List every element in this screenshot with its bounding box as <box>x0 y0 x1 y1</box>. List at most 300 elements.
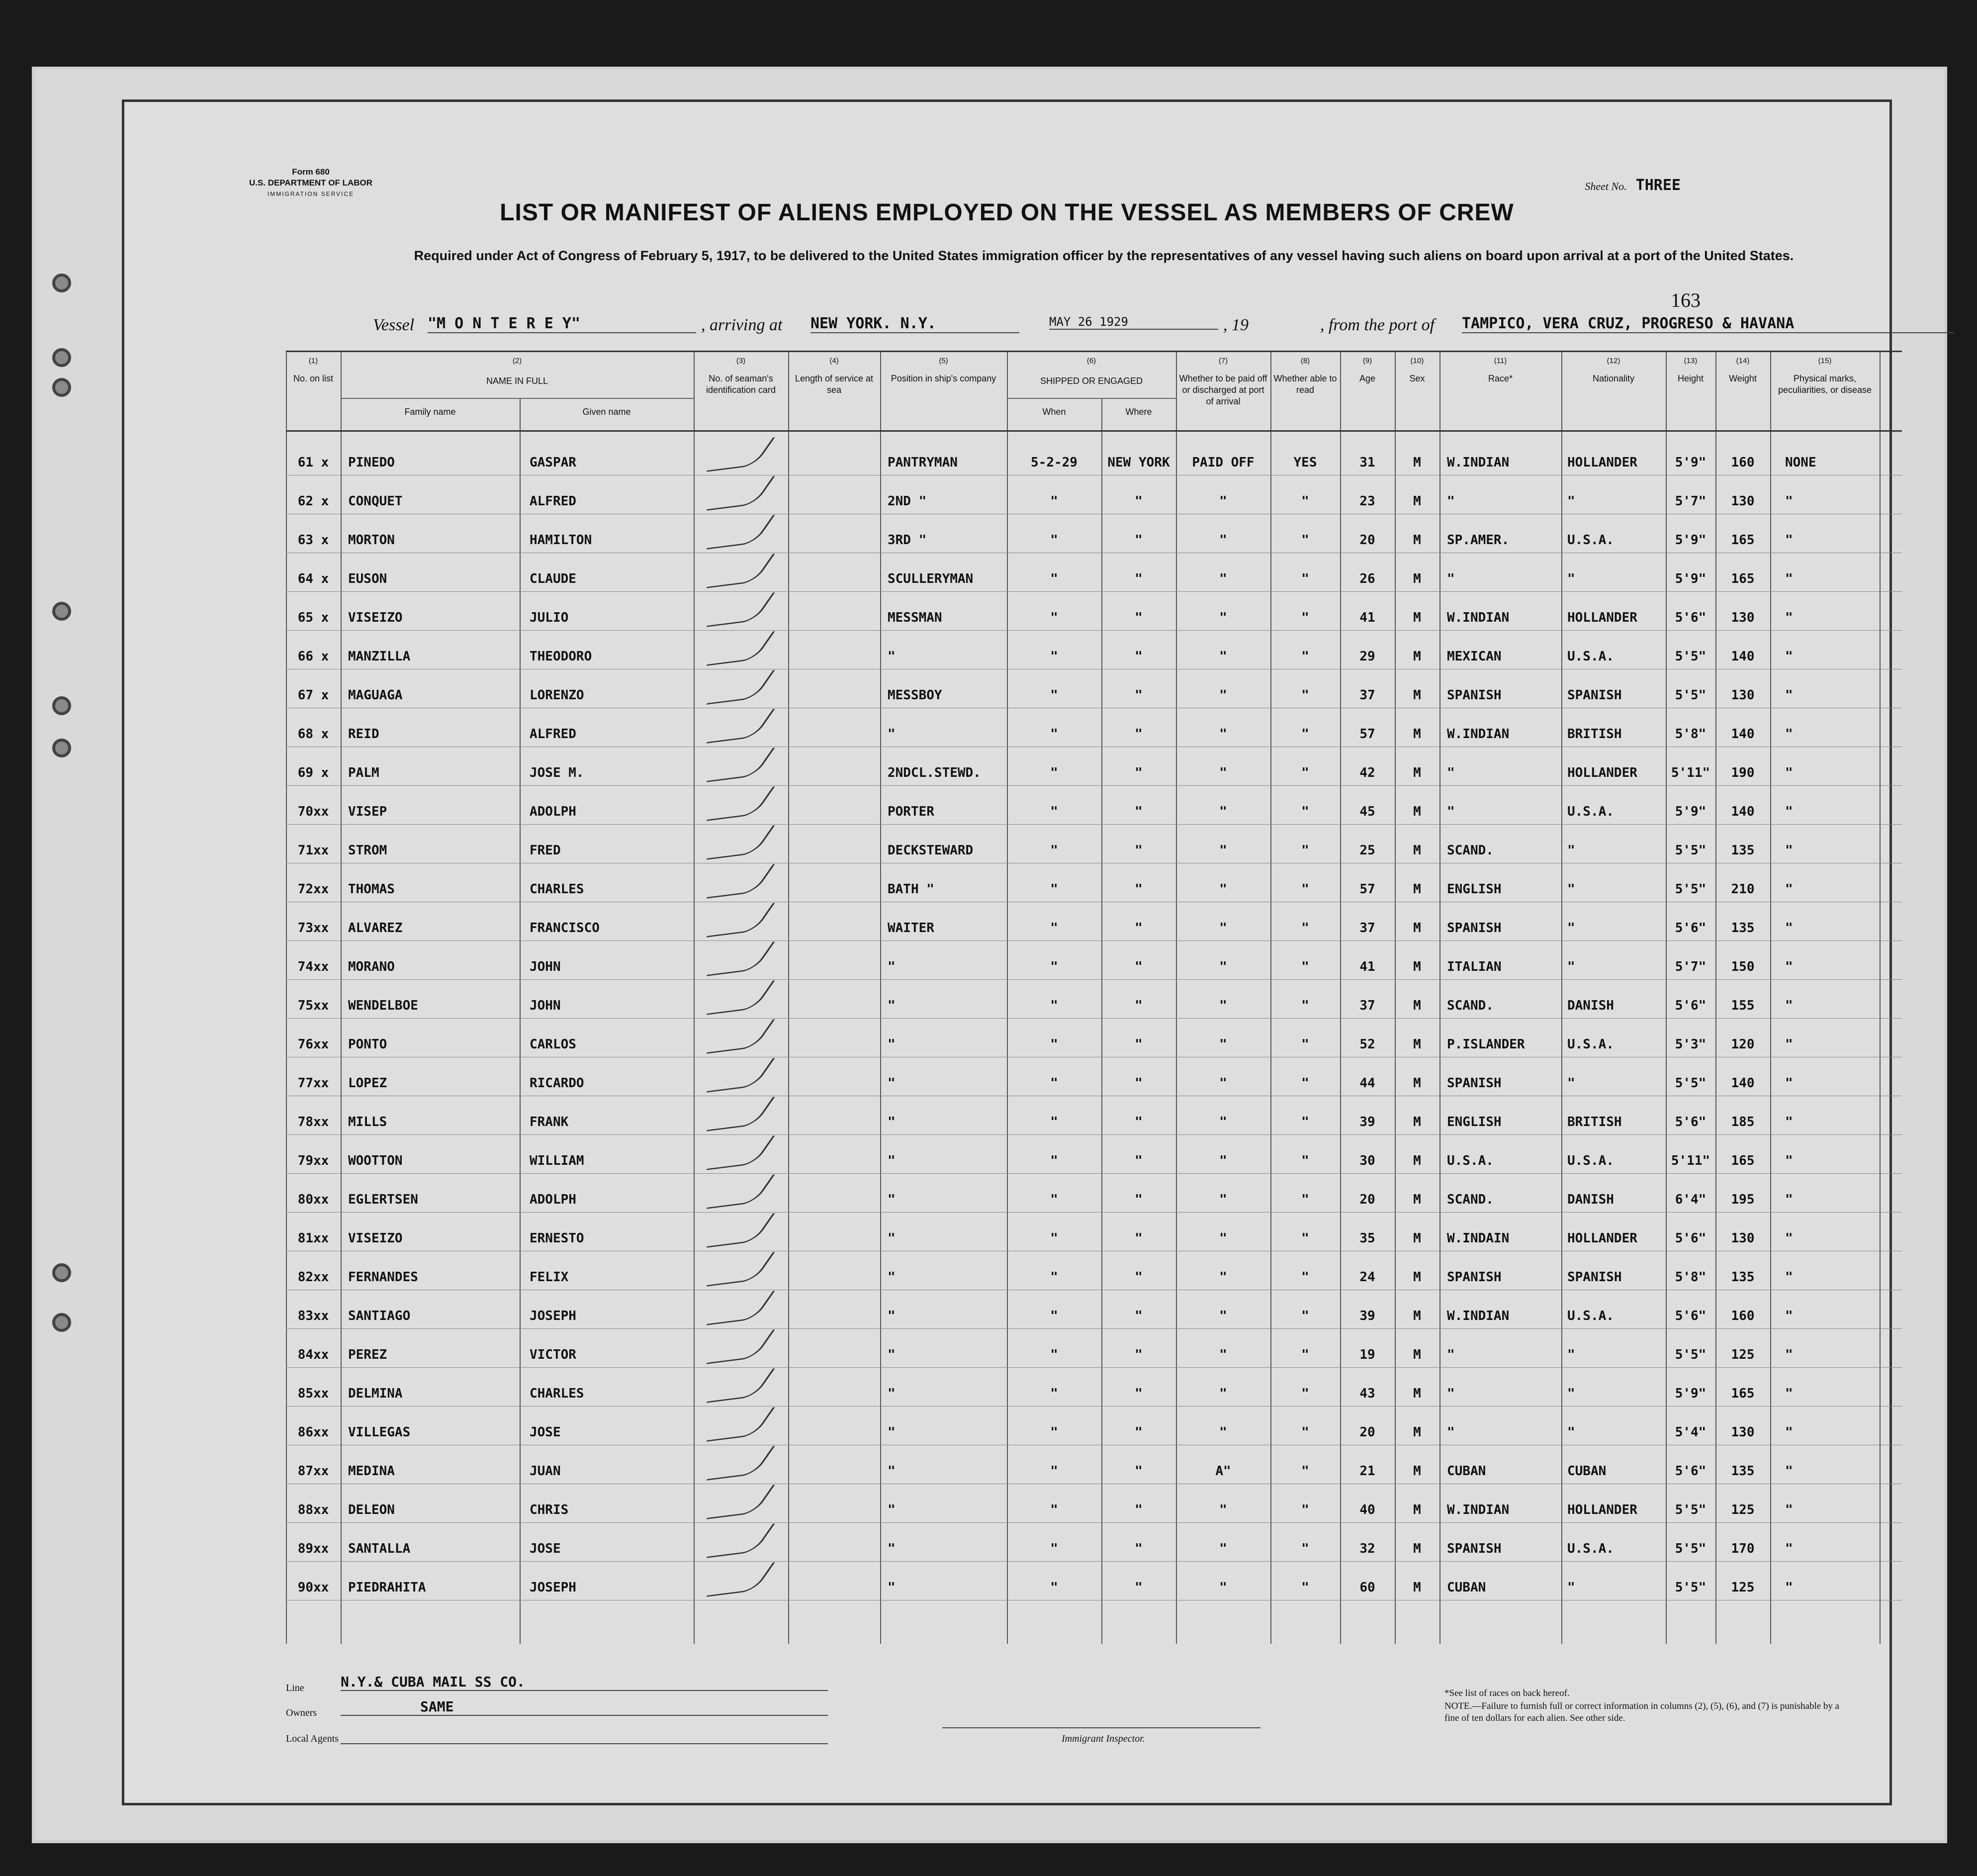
binder-hole <box>52 696 71 715</box>
cell-nationality: U.S.A. <box>1567 1541 1614 1556</box>
column-header: No. on list <box>293 374 334 383</box>
cell-height: 5'5" <box>1675 1347 1707 1362</box>
cell-family: MILLS <box>348 1115 387 1129</box>
cell-sex: M <box>1413 1076 1421 1091</box>
cell-nationality: " <box>1567 921 1575 936</box>
cell-marks: " <box>1785 1037 1793 1052</box>
cell-when: " <box>1050 804 1058 819</box>
cell-weight: 135 <box>1731 921 1755 936</box>
cell-age: 23 <box>1359 494 1375 509</box>
cell-paid: " <box>1219 727 1227 742</box>
sub-header-rule <box>341 398 694 399</box>
cell-position: " <box>888 1115 896 1129</box>
cell-no: 72xx <box>297 882 329 897</box>
cell-weight: 125 <box>1731 1347 1755 1362</box>
header-rule <box>286 351 1902 352</box>
owners-label: Owners <box>286 1707 317 1718</box>
cell-sex: M <box>1413 1231 1421 1246</box>
cell-age: 24 <box>1359 1270 1375 1285</box>
cell-height: 5'4" <box>1675 1425 1707 1440</box>
cell-race: SCAND. <box>1447 843 1494 858</box>
arriving-port: NEW YORK. N.Y. <box>810 315 1019 333</box>
cell-age: 35 <box>1359 1231 1375 1246</box>
cell-nationality: " <box>1567 1580 1575 1595</box>
cell-no: 85xx <box>297 1386 329 1401</box>
cell-weight: 130 <box>1731 494 1755 509</box>
cell-when: " <box>1050 1037 1058 1052</box>
sub-header-rule <box>1007 398 1176 399</box>
cell-weight: 160 <box>1731 455 1755 470</box>
cell-sex: M <box>1413 1115 1421 1129</box>
cell-race: SCAND. <box>1447 1192 1494 1207</box>
cell-height: 5'5" <box>1675 1076 1707 1091</box>
cell-read: " <box>1301 1231 1309 1246</box>
cell-given: ERNESTO <box>530 1231 584 1246</box>
cell-given: JOSE <box>530 1425 561 1440</box>
cell-read: " <box>1301 959 1309 974</box>
sheet-label: Sheet No. <box>1585 180 1627 192</box>
cell-read: " <box>1301 494 1309 509</box>
table-row <box>286 1575 1880 1614</box>
cell-position: " <box>888 1580 896 1595</box>
cell-sex: M <box>1413 843 1421 858</box>
cell-given: JOHN <box>530 998 561 1013</box>
cell-weight: 195 <box>1731 1192 1755 1207</box>
cell-paid: " <box>1219 1580 1227 1595</box>
cell-position: 2ND " <box>888 494 927 509</box>
cell-height: 5'11" <box>1671 765 1710 780</box>
cell-position: DECKSTEWARD <box>888 843 974 858</box>
column-number: (15) <box>1818 357 1832 365</box>
cell-when: " <box>1050 765 1058 780</box>
table-row <box>286 799 1880 838</box>
sub-column-header: When <box>1042 407 1066 417</box>
cell-height: 5'3" <box>1675 1037 1707 1052</box>
cell-read: " <box>1301 921 1309 936</box>
cell-height: 5'6" <box>1675 1231 1707 1246</box>
cell-weight: 165 <box>1731 533 1755 548</box>
cell-where: " <box>1135 1580 1143 1595</box>
cell-marks: " <box>1785 1309 1793 1323</box>
cell-where: " <box>1135 571 1143 586</box>
cell-age: 60 <box>1359 1580 1375 1595</box>
cell-read: " <box>1301 571 1309 586</box>
page-title: LIST OR MANIFEST OF ALIENS EMPLOYED ON THE VESSEL AS MEMBERS OF CREW <box>500 199 1514 226</box>
cell-paid: " <box>1219 571 1227 586</box>
cell-read: " <box>1301 1037 1309 1052</box>
cell-marks: " <box>1785 688 1793 703</box>
cell-marks: " <box>1785 1231 1793 1246</box>
cell-read: " <box>1301 882 1309 897</box>
cell-read: YES <box>1293 455 1317 470</box>
cell-when: 5-2-29 <box>1031 455 1078 470</box>
cell-race: ENGLISH <box>1447 882 1502 897</box>
cell-where: " <box>1135 843 1143 858</box>
cell-position: PANTRYMAN <box>888 455 958 470</box>
cell-given: WILLIAM <box>530 1153 584 1168</box>
cell-height: 5'9" <box>1675 571 1707 586</box>
cell-position: SCULLERYMAN <box>888 571 974 586</box>
cell-position: " <box>888 1076 896 1091</box>
cell-weight: 140 <box>1731 727 1755 742</box>
cell-height: 5'9" <box>1675 533 1707 548</box>
cell-sex: M <box>1413 1153 1421 1168</box>
page-number: 163 <box>1671 289 1701 311</box>
cell-nationality: U.S.A. <box>1567 804 1614 819</box>
cell-no: 66 x <box>297 649 329 664</box>
cell-race: " <box>1447 1386 1455 1401</box>
cell-race: SCAND. <box>1447 998 1494 1013</box>
cell-paid: " <box>1219 1309 1227 1323</box>
cell-nationality: U.S.A. <box>1567 1309 1614 1323</box>
cell-sex: M <box>1413 1464 1421 1479</box>
cell-paid: " <box>1219 1037 1227 1052</box>
cell-marks: " <box>1785 1076 1793 1091</box>
cell-given: ALFRED <box>530 727 576 742</box>
cell-given: JOSEPH <box>530 1580 576 1595</box>
cell-race: W.INDAIN <box>1447 1231 1510 1246</box>
cell-age: 20 <box>1359 1425 1375 1440</box>
crew-table <box>286 351 1902 1644</box>
cell-age: 30 <box>1359 1153 1375 1168</box>
cell-weight: 130 <box>1731 1425 1755 1440</box>
cell-where: " <box>1135 649 1143 664</box>
arrival-date: MAY 26 1929 <box>1049 315 1218 330</box>
table-row <box>286 1110 1880 1148</box>
cell-where: " <box>1135 1231 1143 1246</box>
cell-no: 70xx <box>297 804 329 819</box>
cell-read: " <box>1301 1425 1309 1440</box>
cell-paid: " <box>1219 649 1227 664</box>
cell-given: ADOLPH <box>530 1192 576 1207</box>
cell-where: " <box>1135 533 1143 548</box>
cell-sex: M <box>1413 959 1421 974</box>
cell-when: " <box>1050 571 1058 586</box>
cell-weight: 130 <box>1731 1231 1755 1246</box>
cell-paid: " <box>1219 1231 1227 1246</box>
vessel-line <box>373 311 1964 341</box>
cell-paid: " <box>1219 1541 1227 1556</box>
cell-no: 65 x <box>297 610 329 625</box>
cell-position: " <box>888 1037 896 1052</box>
cell-family: VISEP <box>348 804 387 819</box>
cell-marks: " <box>1785 959 1793 974</box>
cell-nationality: " <box>1567 1425 1575 1440</box>
cell-age: 57 <box>1359 882 1375 897</box>
cell-position: " <box>888 1425 896 1440</box>
table-row <box>286 683 1880 722</box>
cell-weight: 130 <box>1731 610 1755 625</box>
cell-sex: M <box>1413 494 1421 509</box>
cell-where: " <box>1135 1153 1143 1168</box>
cell-given: HAMILTON <box>530 533 592 548</box>
cell-when: " <box>1050 610 1058 625</box>
cell-nationality: U.S.A. <box>1567 1153 1614 1168</box>
cell-no: 74xx <box>297 959 329 974</box>
cell-nationality: DANISH <box>1567 998 1614 1013</box>
cell-race: U.S.A. <box>1447 1153 1494 1168</box>
cell-weight: 135 <box>1731 1270 1755 1285</box>
cell-given: JOHN <box>530 959 561 974</box>
table-row <box>286 838 1880 877</box>
cell-nationality: " <box>1567 882 1575 897</box>
header-rule <box>286 430 1902 432</box>
binder-hole <box>52 602 71 621</box>
cell-family: SANTIAGO <box>348 1309 411 1323</box>
cell-marks: " <box>1785 1192 1793 1207</box>
cell-family: REID <box>348 727 379 742</box>
cell-given: ALFRED <box>530 494 576 509</box>
binder-hole <box>52 1313 71 1332</box>
cell-race: ENGLISH <box>1447 1115 1502 1129</box>
cell-paid: " <box>1219 998 1227 1013</box>
column-header: Nationality <box>1592 374 1635 383</box>
cell-no: 84xx <box>297 1347 329 1362</box>
cell-race: ITALIAN <box>1447 959 1502 974</box>
cell-where: " <box>1135 998 1143 1013</box>
cell-family: MEDINA <box>348 1464 395 1479</box>
cell-where: " <box>1135 1192 1143 1207</box>
column-header: Whether to be paid off or discharged at port of arrival <box>1179 374 1267 406</box>
cell-position: " <box>888 1386 896 1401</box>
cell-sex: M <box>1413 688 1421 703</box>
cell-family: DELEON <box>348 1502 395 1517</box>
cell-nationality: " <box>1567 959 1575 974</box>
cell-age: 43 <box>1359 1386 1375 1401</box>
table-row <box>286 605 1880 644</box>
cell-where: " <box>1135 1541 1143 1556</box>
inspector-line <box>942 1727 1260 1728</box>
vessel-name: "M O N T E R E Y" <box>428 315 696 333</box>
cell-sex: M <box>1413 455 1421 470</box>
cell-paid: " <box>1219 494 1227 509</box>
cell-marks: " <box>1785 1580 1793 1595</box>
cell-position: MESSMAN <box>888 610 942 625</box>
cell-weight: 165 <box>1731 1386 1755 1401</box>
cell-no: 86xx <box>297 1425 329 1440</box>
cell-when: " <box>1050 1192 1058 1207</box>
cell-race: SPANISH <box>1447 1541 1502 1556</box>
cell-paid: " <box>1219 765 1227 780</box>
cell-family: PALM <box>348 765 379 780</box>
cell-paid: " <box>1219 1192 1227 1207</box>
sheet-value: THREE <box>1635 177 1681 194</box>
cell-no: 61 x <box>297 455 329 470</box>
cell-race: SP.AMER. <box>1447 533 1510 548</box>
cell-paid: A" <box>1215 1464 1231 1479</box>
cell-read: " <box>1301 649 1309 664</box>
cell-race: SPANISH <box>1447 1076 1502 1091</box>
cell-where: " <box>1135 1386 1143 1401</box>
cell-age: 21 <box>1359 1464 1375 1479</box>
vessel-label: Vessel <box>373 316 415 334</box>
cell-read: " <box>1301 1347 1309 1362</box>
cell-no: 67 x <box>297 688 329 703</box>
cell-height: 5'5" <box>1675 688 1707 703</box>
table-row <box>286 566 1880 605</box>
column-header: NAME IN FULL <box>486 376 548 386</box>
cell-where: " <box>1135 1425 1143 1440</box>
cell-family: VILLEGAS <box>348 1425 411 1440</box>
cell-family: FERNANDES <box>348 1270 418 1285</box>
cell-given: JUAN <box>530 1464 561 1479</box>
cell-race: " <box>1447 494 1455 509</box>
cell-sex: M <box>1413 1541 1421 1556</box>
cell-sex: M <box>1413 882 1421 897</box>
cell-position: " <box>888 649 896 664</box>
cell-age: 37 <box>1359 921 1375 936</box>
table-row <box>286 1342 1880 1381</box>
from-label: , from the port of <box>1320 316 1435 334</box>
cell-read: " <box>1301 727 1309 742</box>
cell-given: CLAUDE <box>530 571 576 586</box>
cell-family: WENDELBOE <box>348 998 418 1013</box>
cell-weight: 135 <box>1731 843 1755 858</box>
cell-marks: " <box>1785 1347 1793 1362</box>
cell-family: SANTALLA <box>348 1541 411 1556</box>
service-name: IMMIGRATION SERVICE <box>267 190 355 197</box>
cell-family: STROM <box>348 843 387 858</box>
cell-when: " <box>1050 1115 1058 1129</box>
column-number: (2) <box>512 357 522 365</box>
cell-race: " <box>1447 765 1455 780</box>
cell-when: " <box>1050 1541 1058 1556</box>
cell-position: " <box>888 1153 896 1168</box>
cell-age: 19 <box>1359 1347 1375 1362</box>
check-mark-icon <box>706 437 775 472</box>
cell-no: 83xx <box>297 1309 329 1323</box>
cell-position: 2NDCL.STEWD. <box>888 765 981 780</box>
cell-sex: M <box>1413 571 1421 586</box>
cell-height: 5'5" <box>1675 1580 1707 1595</box>
cell-height: 5'5" <box>1675 1541 1707 1556</box>
table-row <box>286 877 1880 916</box>
cell-marks: " <box>1785 765 1793 780</box>
cell-race: P.ISLANDER <box>1447 1037 1525 1052</box>
cell-where: " <box>1135 688 1143 703</box>
cell-height: 5'8" <box>1675 1270 1707 1285</box>
cell-nationality: BRITISH <box>1567 1115 1622 1129</box>
table-row <box>286 1148 1880 1187</box>
cell-weight: 120 <box>1731 1037 1755 1052</box>
cell-nationality: HOLLANDER <box>1567 610 1637 625</box>
cell-read: " <box>1301 843 1309 858</box>
sub-column-header: Family name <box>404 407 456 417</box>
binder-hole <box>52 378 71 397</box>
column-number: (6) <box>1086 357 1096 365</box>
cell-family: ALVAREZ <box>348 921 403 936</box>
cell-read: " <box>1301 1541 1309 1556</box>
cell-race: W.INDIAN <box>1447 727 1510 742</box>
cell-read: " <box>1301 1076 1309 1091</box>
column-number: (10) <box>1410 357 1424 365</box>
cell-sex: M <box>1413 1580 1421 1595</box>
cell-when: " <box>1050 843 1058 858</box>
column-number: (7) <box>1218 357 1228 365</box>
cell-read: " <box>1301 1386 1309 1401</box>
cell-nationality: HOLLANDER <box>1567 1502 1637 1517</box>
cell-height: 5'6" <box>1675 1115 1707 1129</box>
column-header: Length of service at sea <box>795 374 874 395</box>
cell-when: " <box>1050 882 1058 897</box>
cell-when: " <box>1050 649 1058 664</box>
cell-position: " <box>888 998 896 1013</box>
cell-marks: " <box>1785 571 1793 586</box>
cell-marks: " <box>1785 727 1793 742</box>
cell-no: 90xx <box>297 1580 329 1595</box>
cell-given: CHARLES <box>530 1386 584 1401</box>
cell-paid: " <box>1219 1076 1227 1091</box>
cell-position: " <box>888 727 896 742</box>
cell-when: " <box>1050 688 1058 703</box>
cell-height: 5'5" <box>1675 843 1707 858</box>
manifest-sheet <box>35 70 1944 1840</box>
cell-read: " <box>1301 1309 1309 1323</box>
cell-marks: " <box>1785 882 1793 897</box>
cell-family: MAGUAGA <box>348 688 403 703</box>
cell-read: " <box>1301 1464 1309 1479</box>
cell-no: 80xx <box>297 1192 329 1207</box>
cell-marks: " <box>1785 1425 1793 1440</box>
table-row <box>286 1187 1880 1226</box>
cell-where: " <box>1135 1502 1143 1517</box>
cell-when: " <box>1050 1386 1058 1401</box>
cell-read: " <box>1301 765 1309 780</box>
cell-read: " <box>1301 1270 1309 1285</box>
cell-sex: M <box>1413 804 1421 819</box>
cell-paid: " <box>1219 804 1227 819</box>
cell-position: " <box>888 1502 896 1517</box>
cell-nationality: U.S.A. <box>1567 649 1614 664</box>
column-number: (1) <box>308 357 318 365</box>
cell-position: " <box>888 1309 896 1323</box>
cell-marks: " <box>1785 998 1793 1013</box>
cell-read: " <box>1301 688 1309 703</box>
cell-sex: M <box>1413 610 1421 625</box>
cell-weight: 165 <box>1731 1153 1755 1168</box>
cell-paid: " <box>1219 1270 1227 1285</box>
cell-sex: M <box>1413 921 1421 936</box>
sheet-number <box>1585 177 1681 194</box>
cell-family: MORTON <box>348 533 395 548</box>
cell-given: JOSE <box>530 1541 561 1556</box>
cell-paid: " <box>1219 921 1227 936</box>
cell-race: W.INDIAN <box>1447 1309 1510 1323</box>
cell-age: 25 <box>1359 843 1375 858</box>
cell-age: 32 <box>1359 1541 1375 1556</box>
cell-age: 52 <box>1359 1037 1375 1052</box>
cell-given: ADOLPH <box>530 804 576 819</box>
cell-height: 5'6" <box>1675 998 1707 1013</box>
column-header: Whether able to read <box>1273 374 1337 395</box>
cell-given: LORENZO <box>530 688 584 703</box>
column-header: Height <box>1677 374 1704 383</box>
table-row <box>286 1265 1880 1304</box>
cell-nationality: U.S.A. <box>1567 1037 1614 1052</box>
cell-age: 45 <box>1359 804 1375 819</box>
cell-weight: 155 <box>1731 998 1755 1013</box>
cell-height: 5'9" <box>1675 455 1707 470</box>
binder-hole <box>52 348 71 367</box>
cell-weight: 130 <box>1731 688 1755 703</box>
cell-when: " <box>1050 1153 1058 1168</box>
cell-race: " <box>1447 1347 1455 1362</box>
cell-when: " <box>1050 1425 1058 1440</box>
cell-position: 3RD " <box>888 533 927 548</box>
cell-nationality: " <box>1567 1076 1575 1091</box>
table-row <box>286 954 1880 993</box>
cell-marks: " <box>1785 1541 1793 1556</box>
